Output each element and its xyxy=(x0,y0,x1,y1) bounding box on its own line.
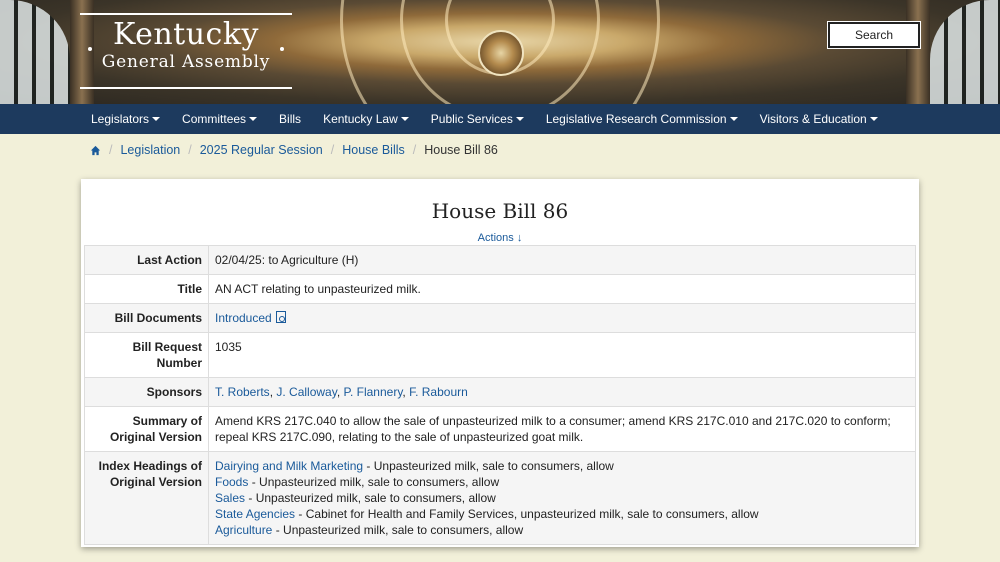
breadcrumb-separator: / xyxy=(412,143,417,157)
index-entry xyxy=(215,506,909,522)
caret-down-icon xyxy=(870,117,878,121)
index-entry-text: - Unpasteurized milk, sale to consumers, allow xyxy=(272,523,524,537)
bill-panel xyxy=(81,179,919,547)
title-value: AN ACT relating to unpasteurized milk. xyxy=(209,275,916,304)
header-banner xyxy=(0,0,1000,104)
nav-item-kentucky-law[interactable] xyxy=(312,112,420,126)
pillar xyxy=(906,0,930,104)
sponsor-separator: , xyxy=(402,385,410,399)
table-row xyxy=(85,304,916,333)
breadcrumb-separator: / xyxy=(188,143,192,157)
row-label: Summary of Original Version xyxy=(85,407,209,452)
logo-rule xyxy=(80,87,292,89)
table-row xyxy=(85,407,916,452)
nav-item-label: Committees xyxy=(182,112,247,126)
index-entry-text: - Unpasteurized milk, sale to consumers, allow xyxy=(363,459,614,473)
sponsor-separator: , xyxy=(269,385,277,399)
nav-item-label: Legislative Research Commission xyxy=(545,112,727,126)
row-label: Title xyxy=(85,275,209,304)
home-icon[interactable] xyxy=(90,145,101,156)
row-label: Bill Documents xyxy=(85,304,209,333)
row-label: Sponsors xyxy=(85,378,209,407)
index-entry xyxy=(215,474,909,490)
index-heading-link[interactable]: Sales xyxy=(215,491,246,505)
caret-down-icon xyxy=(730,117,738,121)
index-headings-cell xyxy=(209,452,916,545)
site-logo[interactable] xyxy=(80,13,292,89)
index-heading-link[interactable]: Dairying and Milk Marketing xyxy=(215,459,364,473)
sponsor-link[interactable]: P. Flannery xyxy=(343,385,403,399)
introduced-document-link[interactable]: Introduced xyxy=(215,311,272,325)
nav-item-label: Legislators xyxy=(91,112,150,126)
row-label: Index Headings of Original Version xyxy=(85,452,209,545)
main-navigation xyxy=(0,104,1000,134)
logo-title: Kentucky xyxy=(113,17,259,52)
actions-toggle[interactable] xyxy=(81,232,919,246)
logo-dot xyxy=(280,47,284,51)
stained-glass-window-left xyxy=(0,0,70,104)
arrow-down-icon: ↓ xyxy=(516,232,523,244)
stained-glass-window-right xyxy=(930,0,1000,104)
nav-item-legislators[interactable] xyxy=(80,112,171,126)
breadcrumb-house-bills[interactable]: House Bills xyxy=(342,143,405,157)
table-row xyxy=(85,452,916,545)
caret-down-icon xyxy=(401,117,409,121)
index-entry xyxy=(215,490,909,506)
table-row xyxy=(85,378,916,407)
row-label: Bill Request Number xyxy=(85,333,209,378)
nav-item-bills[interactable] xyxy=(268,112,312,126)
index-entry-text: - Cabinet for Health and Family Services, unpasteurized milk, sale to consumers, allow xyxy=(295,507,759,521)
index-entry xyxy=(215,522,909,538)
nav-item-label: Visitors & Education xyxy=(759,112,867,126)
breadcrumb-current: House Bill 86 xyxy=(424,143,498,157)
dome-rosette xyxy=(478,30,524,76)
actions-label: Actions xyxy=(477,232,514,244)
index-heading-link[interactable]: Agriculture xyxy=(215,523,273,537)
index-heading-link[interactable]: Foods xyxy=(215,475,249,489)
bill-info-table xyxy=(84,245,916,545)
sponsor-link[interactable]: J. Calloway xyxy=(276,385,337,399)
request-number-value: 1035 xyxy=(209,333,916,378)
summary-value: Amend KRS 217C.040 to allow the sale of unpasteurized milk to a consumer; amend KRS 217C.010 and 217C.020 to conform; repeal KRS 217C.090, relating to the sale of unpasteurized goat milk. xyxy=(209,407,916,452)
index-entry-text: - Unpasteurized milk, sale to consumers, allow xyxy=(248,475,500,489)
breadcrumb-session[interactable]: 2025 Regular Session xyxy=(199,143,323,157)
nav-item-label: Bills xyxy=(279,112,302,126)
search-button[interactable]: Search xyxy=(828,22,920,48)
nav-item-committees[interactable] xyxy=(171,112,268,126)
nav-item-lrc[interactable] xyxy=(535,112,749,126)
table-row xyxy=(85,246,916,275)
page-title: House Bill 86 xyxy=(431,199,569,223)
row-label: Last Action xyxy=(85,246,209,275)
nav-item-label: Kentucky Law xyxy=(323,112,398,126)
caret-down-icon xyxy=(152,117,160,121)
nav-item-public-services[interactable] xyxy=(420,112,535,126)
logo-rule xyxy=(80,13,292,15)
sponsors-cell xyxy=(209,378,916,407)
documents-cell xyxy=(209,304,916,333)
sponsor-link[interactable]: F. Rabourn xyxy=(409,385,468,399)
breadcrumb xyxy=(90,142,498,158)
last-action-value: 02/04/25: to Agriculture (H) xyxy=(209,246,916,275)
nav-item-visitors-education[interactable] xyxy=(749,112,889,126)
caret-down-icon xyxy=(249,117,257,121)
caret-down-icon xyxy=(516,117,524,121)
breadcrumb-separator: / xyxy=(109,143,113,157)
breadcrumb-legislation[interactable]: Legislation xyxy=(120,143,181,157)
table-row xyxy=(85,333,916,378)
sponsor-separator: , xyxy=(336,385,344,399)
logo-subtitle: General Assembly xyxy=(101,52,271,72)
index-entry-text: - Unpasteurized milk, sale to consumers, allow xyxy=(245,491,496,505)
logo-dot xyxy=(88,47,92,51)
table-row xyxy=(85,275,916,304)
breadcrumb-separator: / xyxy=(330,143,335,157)
pdf-icon[interactable] xyxy=(276,311,286,323)
index-heading-link[interactable]: State Agencies xyxy=(215,507,296,521)
nav-item-label: Public Services xyxy=(430,112,513,126)
sponsor-link[interactable]: T. Roberts xyxy=(215,385,270,399)
index-entry xyxy=(215,458,909,474)
